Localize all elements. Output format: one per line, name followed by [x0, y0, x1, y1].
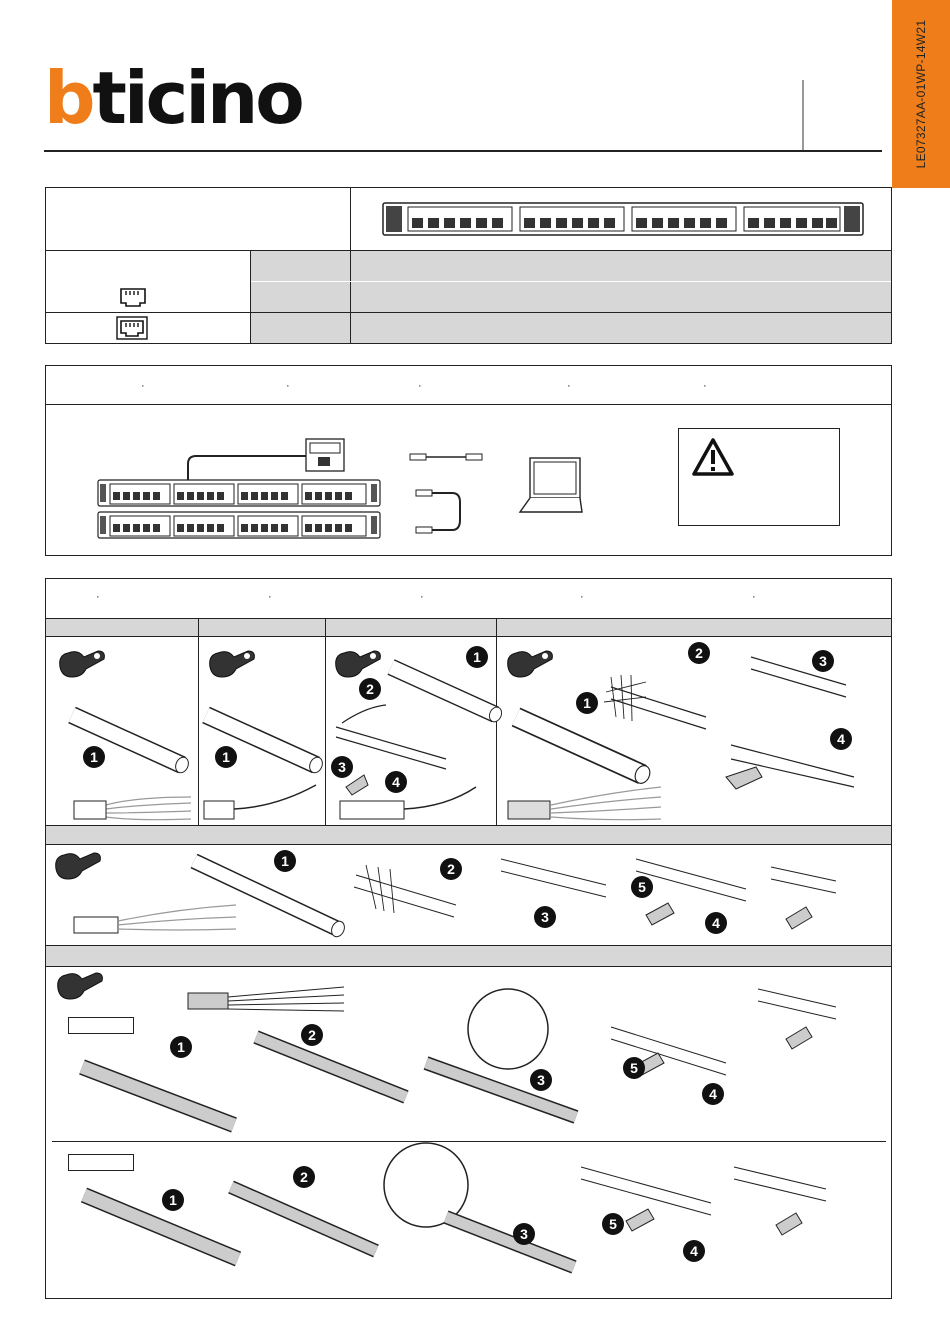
step-badge-number: 5 [609, 1216, 617, 1232]
warning-triangle-icon [691, 437, 735, 477]
step-badge-number: 2 [447, 861, 455, 877]
rj45-shielded-jack-icon [116, 316, 148, 340]
bullet: · [268, 591, 272, 603]
step-badge-number: 1 [177, 1039, 185, 1055]
product-table [45, 187, 892, 344]
step-badges [46, 637, 891, 1297]
subheader-strip [46, 619, 891, 636]
step-badge-number: 2 [366, 681, 374, 697]
patch-panel-illustration [382, 202, 864, 236]
brand-logo: bticino [44, 56, 302, 140]
doc-code-tab [892, 0, 950, 188]
warning-box [678, 428, 840, 526]
bullet: · [580, 591, 584, 603]
doc-code: LE07327AA-01WP-14W21 [914, 19, 928, 169]
section-cable-preparation [45, 578, 892, 1299]
step-badge-number: 2 [300, 1169, 308, 1185]
laptop-icon [516, 454, 588, 518]
bullet: · [96, 591, 100, 603]
bullet: · [703, 380, 707, 392]
bullet: · [420, 591, 424, 603]
section-equipment [45, 365, 892, 556]
step-badge-number: 5 [638, 879, 646, 895]
step-badge-number: 3 [338, 759, 346, 775]
rj45-jack-icon [118, 285, 148, 307]
step-badge-number: 3 [819, 653, 827, 669]
step-badge-number: 1 [90, 749, 98, 765]
patch-panels-illustration [96, 434, 396, 544]
step-badge-number: 1 [281, 853, 289, 869]
step-badge-number: 4 [392, 774, 400, 790]
step-badge-number: 1 [169, 1192, 177, 1208]
step-badge-number: 3 [520, 1226, 528, 1242]
bullet: · [286, 380, 290, 392]
bullet: · [418, 380, 422, 392]
step-badge-number: 5 [630, 1060, 638, 1076]
header-divider [802, 80, 804, 150]
step-badge-number: 4 [837, 731, 845, 747]
step-badge-number: 3 [541, 909, 549, 925]
bullet: · [567, 380, 571, 392]
step-badge-number: 1 [583, 695, 591, 711]
bullet: · [752, 591, 756, 603]
step-badge-number: 4 [709, 1086, 717, 1102]
patch-cords-illustration [408, 450, 488, 540]
header-rule [44, 150, 882, 152]
step-badge-number: 4 [690, 1243, 698, 1259]
step-badge-number: 2 [695, 645, 703, 661]
step-badge-number: 3 [537, 1072, 545, 1088]
step-badge-number: 1 [222, 749, 230, 765]
step-badge-number: 4 [712, 915, 720, 931]
bullet: · [141, 380, 145, 392]
step-badge-number: 1 [473, 649, 481, 665]
step-badge-number: 2 [308, 1027, 316, 1043]
